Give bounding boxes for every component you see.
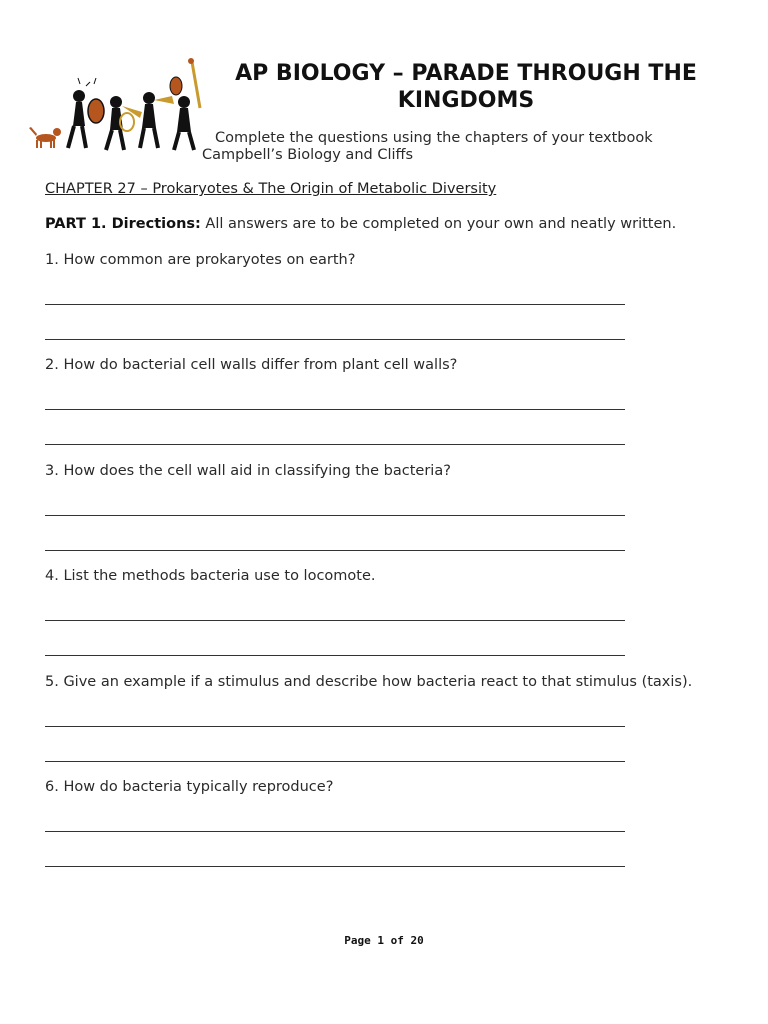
trumpet-figure: [106, 96, 142, 150]
page-title: AP BIOLOGY – PARADE THROUGH THE KINGDOMS: [235, 61, 697, 113]
part-label: PART 1. Directions:: [45, 216, 201, 232]
part-text: All answers are to be completed on your own and neatly written.: [200, 216, 677, 232]
answer-line[interactable]: [45, 866, 625, 867]
question-6: 6. How do bacteria typically reproduce?: [45, 779, 334, 795]
page-number: Page 1 of 20: [344, 934, 424, 947]
question-1: 1. How common are prokaryotes on earth?: [45, 252, 356, 268]
answer-line[interactable]: [45, 655, 625, 656]
question-4: 4. List the methods bacteria use to locomote.: [45, 568, 376, 584]
horn-figure: [140, 92, 174, 148]
question-2: 2. How do bacterial cell walls differ from plant cell walls?: [45, 357, 458, 373]
answer-line[interactable]: [45, 761, 625, 762]
answer-line[interactable]: [45, 409, 625, 410]
parade-logo-image: [24, 56, 214, 156]
subtitle-line-1: Complete the questions using the chapters of your textbook: [215, 130, 653, 146]
subtitle-line-2: Campbell’s Biology and Cliffs: [202, 147, 414, 163]
chapter-heading: CHAPTER 27 – Prokaryotes & The Origin of Metabolic Diversity: [45, 181, 497, 197]
question-5: 5. Give an example if a stimulus and describe how bacteria react to that stimulus (taxis).: [45, 674, 693, 690]
answer-line[interactable]: [45, 726, 625, 727]
answer-line[interactable]: [45, 304, 625, 305]
answer-line[interactable]: [45, 444, 625, 445]
answer-line[interactable]: [45, 515, 625, 516]
answer-line[interactable]: [45, 620, 625, 621]
part-directions: [45, 216, 676, 232]
answer-line[interactable]: [45, 550, 625, 551]
drummer-figure: [68, 78, 104, 148]
question-3: 3. How does the cell wall aid in classifying the bacteria?: [45, 463, 451, 479]
answer-line[interactable]: [45, 339, 625, 340]
leader-figure: [170, 58, 200, 150]
answer-line[interactable]: [45, 831, 625, 832]
dog-figure: [29, 127, 61, 148]
